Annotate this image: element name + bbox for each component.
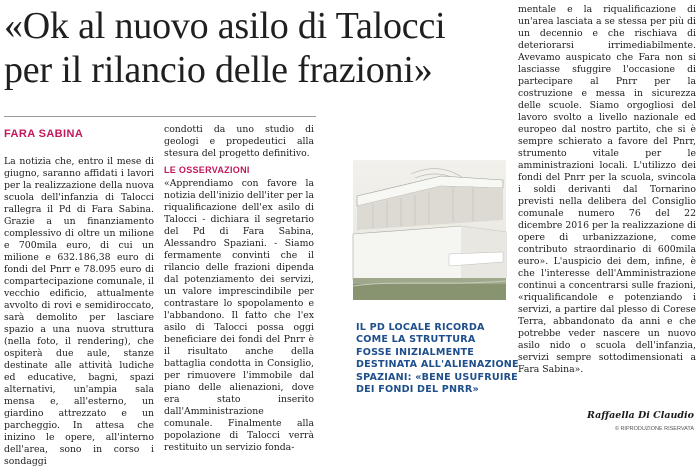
caption-line: SPAZIANI: «BENE USUFRUIRE — [356, 371, 518, 383]
article-paragraph: mentale e la riqualificazione di un'area lasciata a se stessa per più di un decennio e che rischiava di deteriorarsi irrimediabilmente. Avevamo auspicato che Fara non si lasciasse sfuggire l'occasione di partecipare al Pnrr per la costruzione e messa in sicurezza delle scuole. Siamo orgogliosi del lavoro svolto a livello nazionale ed europeo dal nostro partito, che si è sempre schierato a favore del Pnrr, strumento vitale per le amministrazioni locali. L'utilizzo dei fondi del Pnrr per la scuola, svincola i soldi derivanti dal Tornarino previsti nella delibera del Consiglio comunale numero 76 del 22 dicembre 2016 per la realizzazione di opere di urbanizzazione, come contributo straordinario di 600mila euro». L'auspicio dei dem, infine, è che l'interesse dell'Amministrazione continui a concentrarsi sulle frazioni, «riqualificandole e potenziando i servizi, a partire dal plesso di Corese Terra, abbandonato da anni e che potrebbe veder nascere un nuovo asilo nido o scuola dell'infanzia, servizi sempre sottodimensionati a Fara Sabina». — [518, 4, 696, 375]
building-rendering-image — [353, 160, 506, 300]
copyright-notice: © RIPRODUZIONE RISERVATA — [614, 426, 694, 432]
article-column-3 — [518, 4, 696, 414]
section-label: LE OSSERVAZIONI — [164, 165, 250, 175]
article-paragraph: «Apprendiamo con favore la notizia dell'inizio dell'iter per la riqualificazione dell'ex asilo di Talocci - dichiara il segretario del Pd di Fara Sabina, Alessandro Spaziani. - Siamo fermamente convinti che il rilancio delle frazioni dipenda dal potenziamento dei servizi, un valore imprescindibile per contrastare lo spopolamento e l'abbandono. Il fatto che l'ex asilo di Talocci possa oggi beneficiare dei fondi del Pnrr è il risultato anche della battaglia condotta in Consiglio, per rimuovere l'immobile dal piano delle alienazioni, dove era stato inserito dall'Amministrazione comunale. Finalmente alla popolazione di Talocci verrà restituito un servizio fonda- — [164, 178, 314, 453]
caption-line: FOSSE INIZIALMENTE — [356, 346, 475, 358]
article-column-1 — [4, 156, 154, 467]
article-paragraph: La notizia che, entro il mese di giugno, saranno affidati i lavori per la realizzazione della nuova scuola dell'infanzia di Talocci rallegra il Pd di Fara Sabina. Grazie a un finanziamento complessivo di oltre un milione e 700mila euro, di cui un milione e 632.186,38 euro di fondi del Pnrr e 78.095 euro di compartecipazione comunale, il vecchio edificio, attualmente avvolto di rovi e semidiroccato, sarà demolito per lasciare spazio a una nuova struttura (nella foto, il rendering), che ospiterà due aule, stanze destinate alle attività ludiche ed educative, bagni, spazi alternativi, un'ampia sala mensa e, all'esterno, un giardino attrezzato e un parcheggio. In attesa che inizino le opere, all'interno dell'area, sono in corso i sondaggi — [4, 156, 154, 467]
photo-caption — [356, 322, 519, 396]
caption-line: COME LA STRUTTURA — [356, 334, 476, 346]
article-paragraph: condotti da uno studio di geologi e propedeutici alla stesura del progetto definitivo. — [164, 124, 314, 159]
author-byline: Raffaella Di Claudio — [587, 410, 694, 421]
article-column-2 — [164, 124, 314, 453]
caption-line: DESTINATA ALL'ALIENAZIONE — [356, 359, 519, 371]
kicker: FARA SABINA — [4, 128, 84, 140]
headline-line-1: «Ok al nuovo asilo di Talocci — [4, 5, 446, 47]
caption-line: IL PD LOCALE RICORDA — [356, 322, 485, 333]
caption-line: DEI FONDI DEL PNRR» — [356, 384, 479, 396]
headline — [4, 4, 510, 92]
headline-line-2: per il rilancio delle frazioni» — [4, 49, 433, 91]
divider — [4, 116, 316, 117]
